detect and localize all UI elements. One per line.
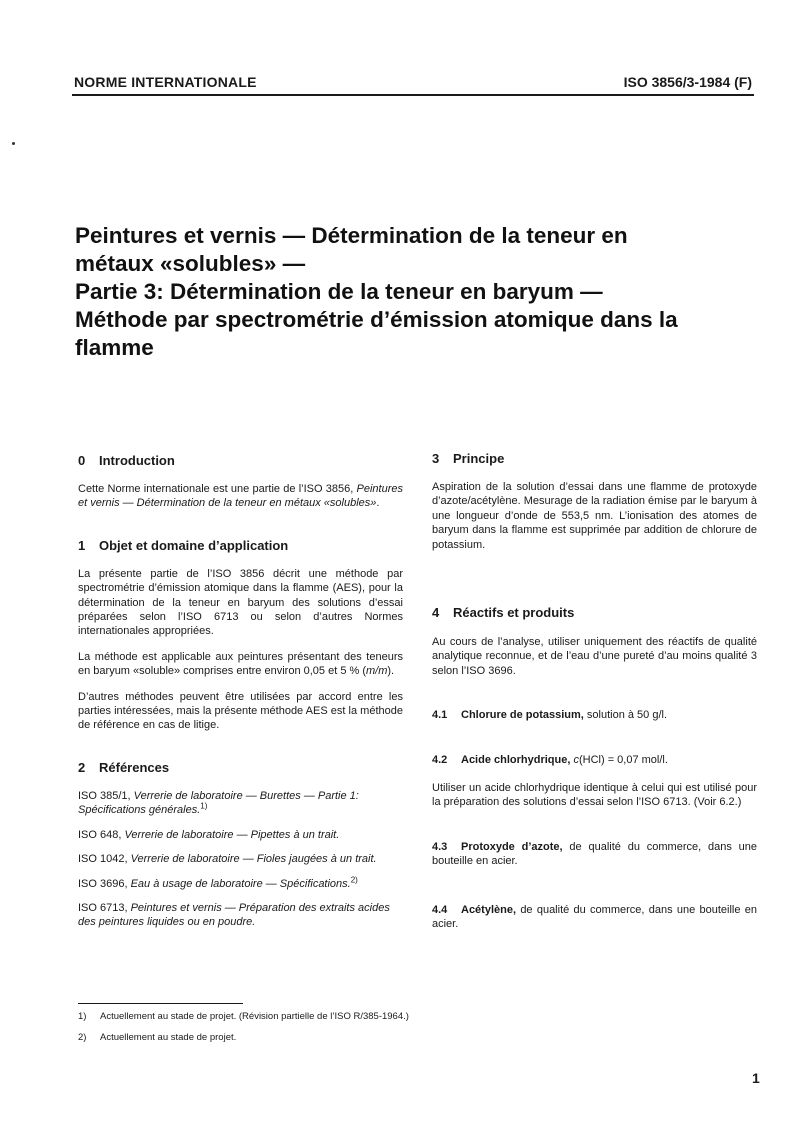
reference-title: Verrerie de laboratoire — Pipettes à un trait. [124, 828, 340, 841]
italic-run: Peintures et vernis — Détermination de la teneur en métaux «solubles» [78, 483, 403, 510]
reference-code: ISO 648, [78, 828, 125, 841]
footnote-number: 2) [78, 1032, 87, 1043]
text-run: ). [387, 665, 395, 678]
section-title: Introduction [99, 453, 175, 468]
reference-code: ISO 3696, [78, 877, 131, 890]
reagent-text: de qualité du commerce, dans une bouteille en acier. [432, 903, 757, 931]
italic-run: m/m [366, 665, 388, 678]
reagent-name: Protoxyde d’azote, [461, 840, 563, 853]
title-line: Peintures et vernis — Détermination de la teneur en [75, 223, 628, 248]
section-number: 4 [432, 605, 440, 621]
page-number: 1 [752, 1070, 760, 1086]
reference-item [78, 901, 403, 930]
reagent-name: Acide chlorhydrique, [461, 753, 571, 766]
header-standard-number: ISO 3856/3-1984 (F) [623, 74, 752, 90]
clause-number: 4.1 [432, 709, 448, 722]
reference-item [78, 852, 403, 866]
reference-title: Verrerie de laboratoire — Burettes — Partie 1: Spécifications générales. [78, 789, 359, 817]
reagents-intro-paragraph: Au cours de l’analyse, utiliser uniquement des réactifs de qualité analytique reconnue, et de l’eau d’une pureté d’au moins qualité 3 selon l’ISO 3696. [432, 636, 757, 677]
reagent-name: Acétylène, [461, 903, 517, 916]
section-3-heading [432, 450, 757, 467]
document-title [75, 222, 765, 362]
footnote-text: Actuellement au stade de projet. [100, 1032, 237, 1043]
text-run: . [376, 497, 380, 510]
reference-title: Peintures et vernis — Préparation des extraits acides des peintures liquides ou en poudre. [78, 901, 390, 929]
reagent-4-2 [432, 753, 757, 767]
section-title: Principe [453, 451, 505, 466]
reference-code: ISO 385/1, [78, 789, 134, 802]
section-0-heading [78, 452, 403, 469]
clause-number: 4.2 [432, 753, 448, 766]
reagent-4-4 [432, 903, 757, 932]
title-line: métaux «solubles» — [75, 251, 306, 276]
header-left-title: NORME INTERNATIONALE [74, 74, 257, 90]
clause-number: 4.3 [432, 840, 448, 853]
footnote-text: Actuellement au stade de projet. (Révision partielle de l’ISO R/385-1964.) [100, 1011, 409, 1022]
section-title: Références [99, 759, 170, 775]
reference-title: Verrerie de laboratoire — Fioles jaugées à un trait. [130, 853, 377, 866]
reference-item [78, 828, 403, 842]
clause-number: 4.4 [432, 903, 448, 916]
footnote-marker: 1) [200, 801, 208, 811]
reagent-text: (HCl) = 0,07 mol/l. [578, 753, 668, 766]
scope-paragraph-3: D’autres méthodes peuvent être utilisées par accord entre les parties intéressées, mais la présente méthode AES est la méthode de référence en cas de litige. [78, 690, 403, 732]
reagent-4-2-note: Utiliser un acide chlorhydrique identique à celui qui est utilisé pour la préparation des solutions d’essai selon l’ISO 6713. (Voir 6.2.) [432, 782, 757, 809]
reagent-name: Chlorure de potassium, [461, 709, 584, 722]
reagent-4-3 [432, 840, 757, 869]
section-number: 0 [78, 453, 86, 468]
principle-paragraph: Aspiration de la solution d’essai dans une flamme de protoxyde d’azote/acétylène. Mesurage de la radiation émise par le baryum à une longueur d’onde de 553,5 nm. L’ionisation des atomes de baryum dans la flamme est supprimée par addition de chlorure de potassium. [432, 481, 757, 551]
reagent-4-1 [432, 708, 757, 722]
section-title: Réactifs et produits [453, 605, 575, 621]
section-number: 3 [432, 451, 440, 466]
introduction-paragraph [78, 482, 403, 511]
reference-item [78, 789, 403, 818]
section-4-heading [432, 604, 757, 621]
section-2-heading [78, 759, 403, 776]
left-column [78, 452, 403, 940]
reference-code: ISO 1042, [78, 853, 131, 866]
footnote-1 [78, 1011, 409, 1023]
section-title: Objet et domaine d’application [99, 537, 289, 553]
reference-code: ISO 6713, [78, 901, 131, 914]
scope-paragraph-1: La présente partie de l’ISO 3856 décrit une méthode par spectrométrie d’émission atomique dans la flamme (AES), pour la détermination de la teneur en baryum des solutions d’essai préparées selon l’ISO 6713 ou selon d’autres Normes internationales appropriées. [78, 567, 403, 638]
title-line: flamme [75, 335, 154, 360]
title-line: Méthode par spectrométrie d’émission atomique dans la [75, 307, 678, 332]
scope-paragraph-2 [78, 650, 403, 679]
footnote-number: 1) [78, 1011, 87, 1022]
footnote-rule [78, 1003, 243, 1004]
title-line: Partie 3: Détermination de la teneur en baryum — [75, 279, 603, 304]
reagent-text: solution à 50 g/l. [583, 709, 668, 722]
section-1-heading [78, 537, 403, 554]
section-number: 1 [78, 537, 86, 553]
header-rule [72, 94, 754, 96]
right-column [432, 450, 757, 940]
footnote-2 [78, 1032, 236, 1044]
section-number: 2 [78, 759, 86, 775]
text-run: Cette Norme internationale est une partie de l’ISO 3856, [78, 483, 357, 495]
reference-title: Eau à usage de laboratoire — Spécifications. [130, 877, 351, 890]
reference-item [78, 874, 403, 891]
footnote-marker: 2) [350, 874, 358, 884]
reagent-text: de qualité du commerce, dans une bouteille en acier. [432, 840, 758, 868]
margin-dot [12, 142, 15, 145]
text-run: La méthode est applicable aux peintures présentant des teneurs en baryum «soluble» comprises entre environ 0,05 et 5 % ( [78, 650, 403, 678]
italic-run: c [573, 753, 579, 766]
